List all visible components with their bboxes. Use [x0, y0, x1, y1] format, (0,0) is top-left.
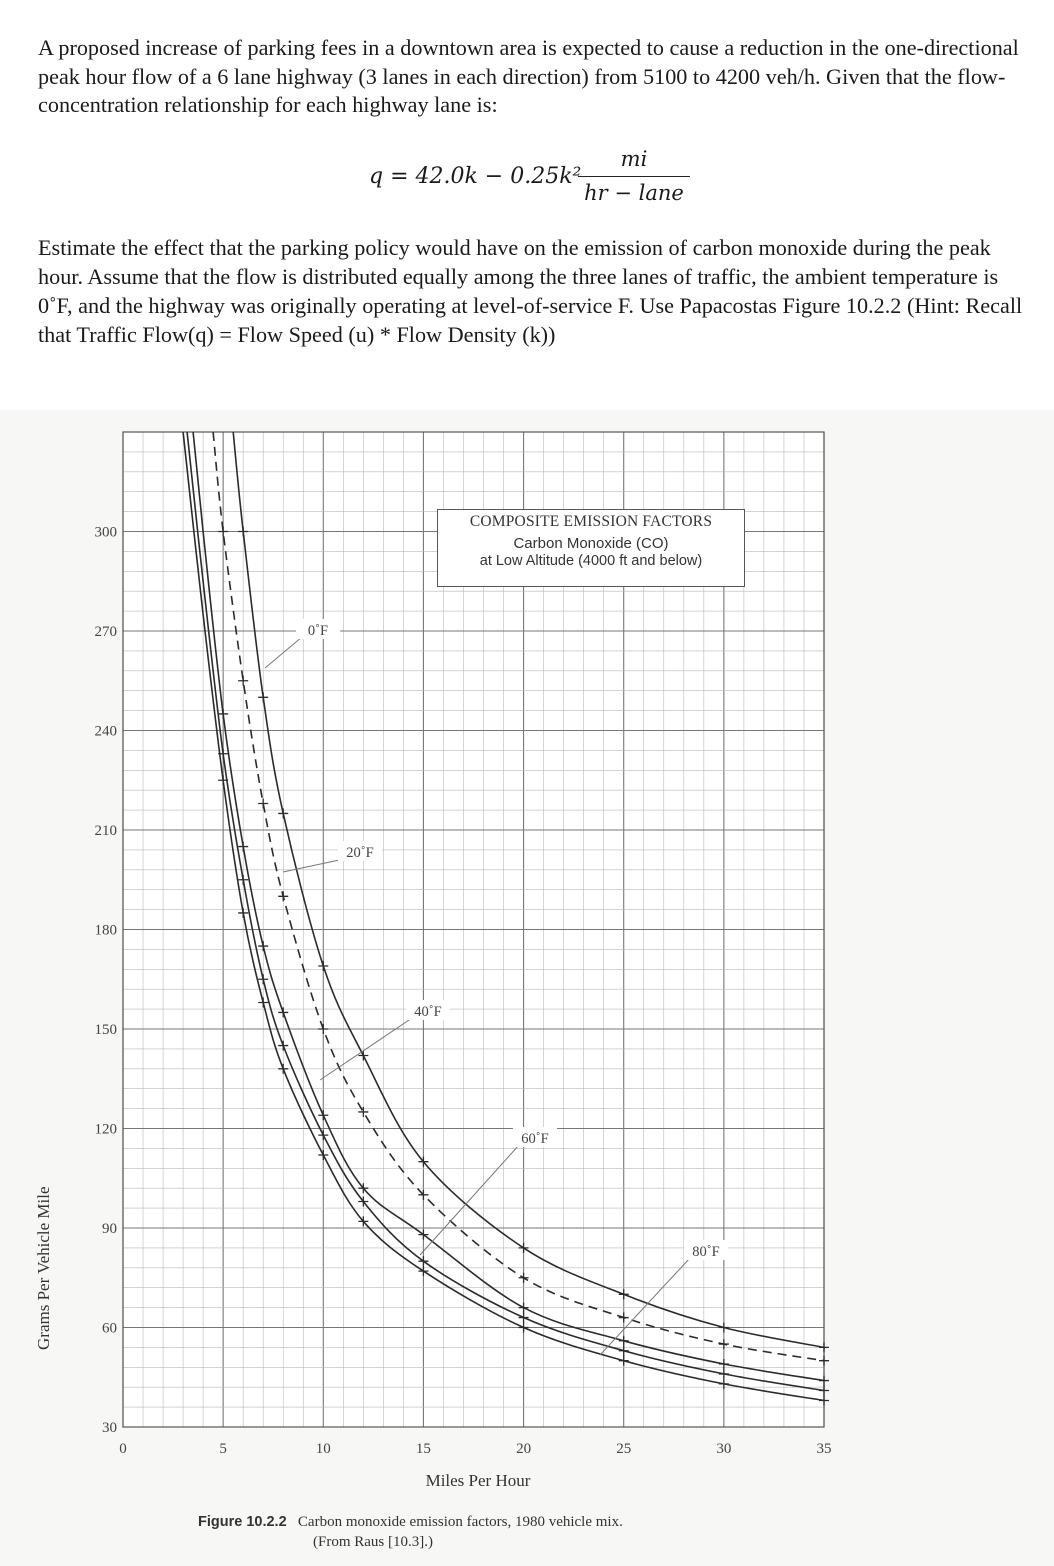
x-axis-label: Miles Per Hour — [425, 1471, 531, 1490]
problem-statement-2 — [38, 233, 1028, 349]
x-tick-label: 30 — [716, 1441, 732, 1457]
y-tick-label: 60 — [102, 1320, 117, 1337]
annotation-label: 80˚F — [692, 1244, 720, 1260]
y-tick-label: 270 — [94, 624, 117, 640]
flow-concentration-equation — [0, 144, 1054, 214]
chart-title-line-1: COMPOSITE EMISSION FACTORS — [469, 513, 713, 530]
y-tick-label: 120 — [94, 1121, 117, 1138]
x-tick-label: 15 — [415, 1441, 431, 1457]
equation-units-numerator: mi — [620, 147, 648, 171]
chart-title-line-3: at Low Altitude (4000 ft and below) — [479, 553, 703, 569]
emission-figure — [0, 410, 1054, 1566]
y-tick-label: 30 — [102, 1420, 117, 1436]
x-tick-label: 10 — [315, 1441, 331, 1457]
problem-paragraph-1: A proposed increase of parking fees in a downtown area is expected to cause a reduction in the one-directional peak hour flow of a 6 lane highway (3 lanes in each direction) from 5100 to 4200 veh/h. Given that the flow-concentration relationship for each highway lane is: — [38, 35, 1019, 117]
x-tick-label: 5 — [219, 1441, 227, 1457]
equation-main: q = 42.0k − 0.25k² — [369, 164, 582, 189]
y-tick-label: 300 — [94, 524, 117, 541]
y-tick-label: 210 — [94, 823, 117, 839]
chart-title-box — [437, 509, 745, 587]
problem-statement — [38, 34, 1023, 120]
caption-source: (From Raus [10.3].) — [313, 1534, 433, 1550]
y-axis-label: Grams Per Vehicle Mile — [34, 1186, 53, 1350]
y-tick-label: 180 — [94, 922, 117, 939]
equation-units — [578, 144, 690, 207]
problem-paragraph-2: Estimate the effect that the parking policy would have on the emission of carbon monoxide during the peak hour. Assume that the flow is distributed equally among the three lanes of traffic, the ambient temperature is 0˚F, and the highway was originally operating at level-of-service F. Use Papacostas Figure 10.2.2 (Hint: Recall that Traffic Flow(q) = Flow Speed (u) * Flow Density (k)) — [38, 235, 1023, 347]
y-tick-label: 240 — [94, 723, 117, 740]
x-tick-label: 25 — [616, 1441, 632, 1457]
annotation-label: 0˚F — [307, 623, 329, 639]
annotation-label: 40˚F — [414, 1004, 442, 1020]
y-tick-label: 150 — [94, 1022, 117, 1038]
chart-title-line-2: Carbon Monoxide (CO) — [513, 535, 669, 552]
x-tick-label: 0 — [119, 1441, 127, 1457]
y-tick-label: 90 — [102, 1221, 117, 1237]
caption-label: Figure 10.2.2 — [198, 1514, 287, 1530]
caption-text: Carbon monoxide emission factors, 1980 vehicle mix. — [297, 1514, 623, 1530]
fraction-bar — [578, 176, 690, 177]
equation-units-denominator: hr − lane — [584, 181, 684, 205]
x-tick-label: 20 — [516, 1441, 532, 1457]
x-tick-label: 35 — [816, 1441, 832, 1457]
annotation-label: 60˚F — [521, 1131, 549, 1147]
annotation-label: 20˚F — [346, 845, 374, 861]
figure-caption — [198, 1512, 623, 1552]
